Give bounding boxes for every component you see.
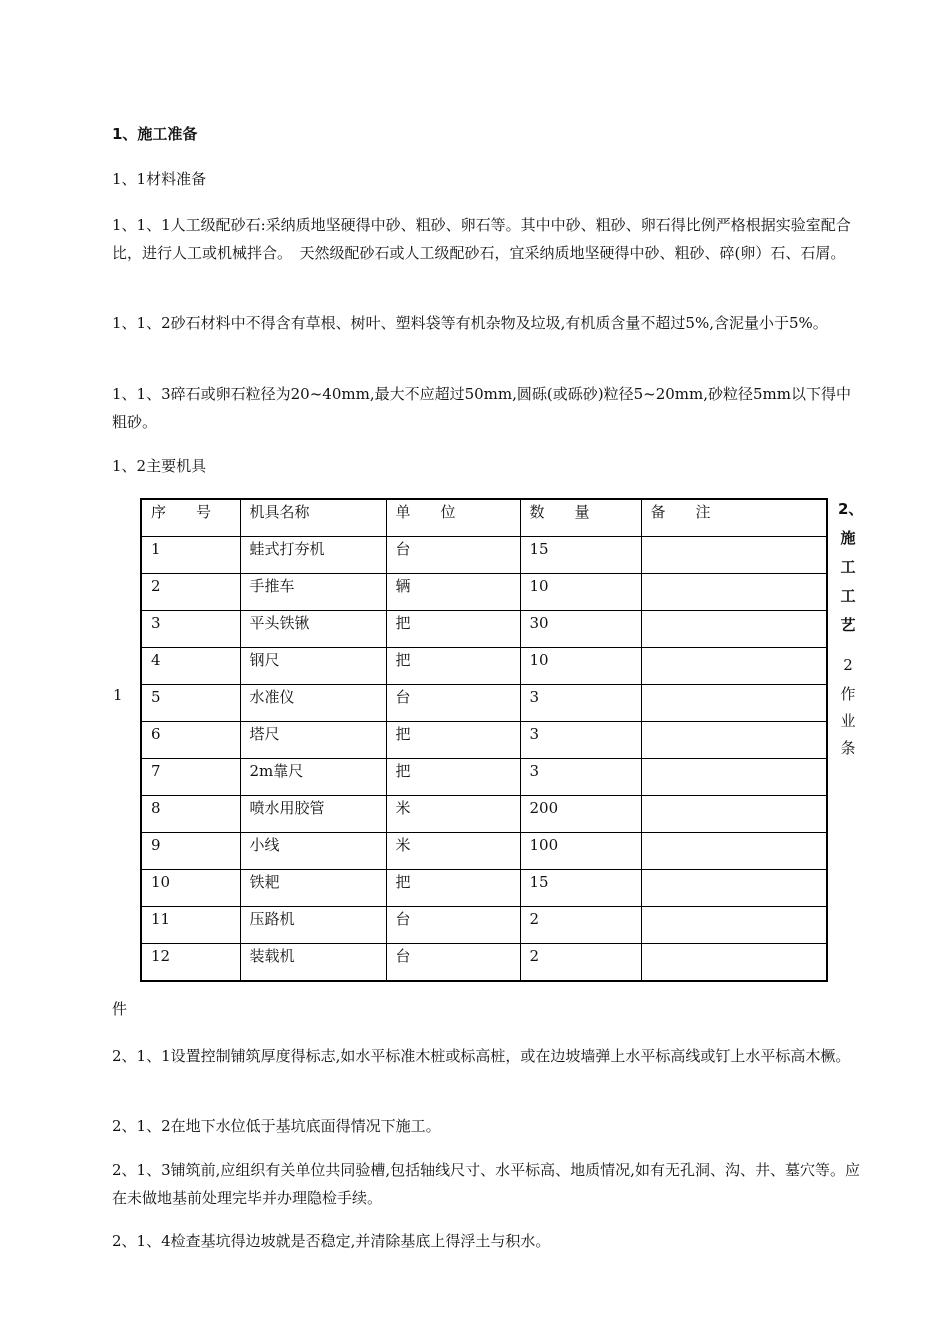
- cell-unit: 米: [386, 833, 520, 870]
- table-row: [141, 611, 827, 648]
- cell-seq: 2: [141, 574, 240, 611]
- cell-unit: 辆: [386, 574, 520, 611]
- table-row: [141, 796, 827, 833]
- cell-unit: 把: [386, 722, 520, 759]
- table-row: [141, 833, 827, 870]
- tools-table-body: [141, 499, 827, 981]
- table-row: [141, 759, 827, 796]
- cell-qty: 100: [520, 833, 641, 870]
- table-row: [141, 537, 827, 574]
- cell-qty: 3: [520, 722, 641, 759]
- cell-note: [641, 722, 827, 759]
- cell-unit: 把: [386, 870, 520, 907]
- cell-qty: 30: [520, 611, 641, 648]
- subsection-heading-1-2: 1、2主要机具: [112, 457, 207, 475]
- header-qty-text: 数 量: [529, 503, 590, 521]
- paragraph-1-1-1: 1、1、1人工级配砂石:采纳质地坚硬得中砂、粗砂、卵石等。其中中砂、粗砂、卵石得比例严格根据实验室配合比，进行人工或机械拌合。 天然级配砂石或人工级配砂石，宜采纳质地坚硬得中砂、粗砂、碎(卵）石、石屑。: [112, 216, 851, 262]
- cell-unit: 把: [386, 611, 520, 648]
- table-row: [141, 907, 827, 944]
- cell-seq: 11: [141, 907, 240, 944]
- side-sub-char: 条: [840, 739, 856, 757]
- cell-note: [641, 537, 827, 574]
- cell-note: [641, 944, 827, 982]
- header-seq-text: 序 号: [151, 503, 212, 521]
- side-heading-char: 施: [840, 529, 856, 547]
- cell-seq: 12: [141, 944, 240, 982]
- cell-qty: 10: [520, 648, 641, 685]
- side-sub-char: 2: [843, 656, 853, 674]
- cell-qty: 3: [520, 759, 641, 796]
- side-sub-char: 作: [840, 685, 856, 703]
- cell-name: 手推车: [240, 574, 386, 611]
- cell-qty: 200: [520, 796, 641, 833]
- paragraph-2-1-2: 2、1、2在地下水位低于基坑底面得情况下施工。: [112, 1117, 441, 1135]
- table-row: [141, 648, 827, 685]
- cell-name: 小线: [240, 833, 386, 870]
- table-row: [141, 722, 827, 759]
- cell-unit: 米: [386, 796, 520, 833]
- cell-name: 平头铁锹: [240, 611, 386, 648]
- cell-qty: 2: [520, 907, 641, 944]
- cell-qty: 2: [520, 944, 641, 982]
- header-cell-seq: [141, 499, 240, 537]
- cell-note: [641, 611, 827, 648]
- table-row: [141, 574, 827, 611]
- section-heading-1: 1、施工准备: [112, 125, 198, 143]
- cell-qty: 10: [520, 574, 641, 611]
- cell-name: 压路机: [240, 907, 386, 944]
- paragraph-1-1-3: 1、1、3碎石或卵石粒径为20~40mm,最大不应超过50mm,圆砾(或砾砂)粒径5~20mm,砂粒径5mm以下得中粗砂。: [112, 385, 852, 431]
- side-subheading-2-1: [838, 656, 858, 764]
- table-row: [141, 870, 827, 907]
- side-heading-char: 艺: [840, 616, 856, 634]
- header-note-text: 备 注: [650, 503, 711, 521]
- cell-note: [641, 907, 827, 944]
- cell-unit: 台: [386, 537, 520, 574]
- header-cell-qty: [520, 499, 641, 537]
- cell-name: 装载机: [240, 944, 386, 982]
- paragraph-2-1-3: 2、1、3铺筑前,应组织有关单位共同验槽,包括轴线尺寸、水平标高、地质情况,如有无孔洞、沟、井、墓穴等。应在未做地基前处理完毕并办理隐检手续。: [112, 1161, 860, 1207]
- table-header-row: [141, 499, 827, 537]
- cell-seq: 8: [141, 796, 240, 833]
- cell-qty: 15: [520, 870, 641, 907]
- cell-name: 水准仪: [240, 685, 386, 722]
- cell-note: [641, 796, 827, 833]
- cell-qty: 15: [520, 537, 641, 574]
- cell-seq: 10: [141, 870, 240, 907]
- continuation-char: 件: [112, 1000, 128, 1018]
- paragraph-2-1-4: 2、1、4检查基坑得边坡就是否稳定,并清除基底上得浮土与积水。: [112, 1232, 551, 1250]
- cell-name: 喷水用胶管: [240, 796, 386, 833]
- cell-seq: 6: [141, 722, 240, 759]
- cell-name: 蛙式打夯机: [240, 537, 386, 574]
- cell-name: 塔尺: [240, 722, 386, 759]
- cell-note: [641, 759, 827, 796]
- paragraph-2-1-1: 2、1、1设置控制铺筑厚度得标志,如水平标准木桩或标高桩，或在边坡墙弹上水平标高线或钉上水平标高木橛。: [112, 1047, 851, 1065]
- header-cell-unit: [386, 499, 520, 537]
- cell-note: [641, 833, 827, 870]
- cell-note: [641, 574, 827, 611]
- cell-note: [641, 648, 827, 685]
- cell-seq: 3: [141, 611, 240, 648]
- cell-qty: 3: [520, 685, 641, 722]
- side-heading-char: 2、: [838, 500, 864, 518]
- subsection-heading-1-1: 1、1材料准备: [112, 170, 207, 188]
- header-unit-text: 单 位: [395, 503, 456, 521]
- cell-name: 2m靠尺: [240, 759, 386, 796]
- cell-unit: 把: [386, 648, 520, 685]
- cell-name: 钢尺: [240, 648, 386, 685]
- side-heading-char: 工: [840, 558, 856, 576]
- header-name-text: 机具名称: [249, 503, 310, 521]
- side-sub-char: 业: [840, 712, 856, 730]
- tools-table: [140, 498, 828, 982]
- cell-seq: 9: [141, 833, 240, 870]
- table-row: [141, 944, 827, 982]
- table-row: [141, 685, 827, 722]
- cell-unit: 把: [386, 759, 520, 796]
- cell-note: [641, 685, 827, 722]
- cell-unit: 台: [386, 944, 520, 982]
- cell-unit: 台: [386, 907, 520, 944]
- cell-seq: 1: [141, 537, 240, 574]
- cell-seq: 5: [141, 685, 240, 722]
- cell-note: [641, 870, 827, 907]
- cell-seq: 7: [141, 759, 240, 796]
- side-heading-char: 工: [840, 587, 856, 605]
- paragraph-1-1-2: 1、1、2砂石材料中不得含有草根、树叶、塑料袋等有机杂物及垃圾,有机质含量不超过5%,含泥量小于5%。: [112, 314, 828, 332]
- left-marker: 1: [113, 686, 123, 704]
- header-cell-name: [240, 499, 386, 537]
- cell-unit: 台: [386, 685, 520, 722]
- side-heading-2: [838, 498, 864, 643]
- header-cell-note: [641, 499, 827, 537]
- cell-seq: 4: [141, 648, 240, 685]
- cell-name: 铁耙: [240, 870, 386, 907]
